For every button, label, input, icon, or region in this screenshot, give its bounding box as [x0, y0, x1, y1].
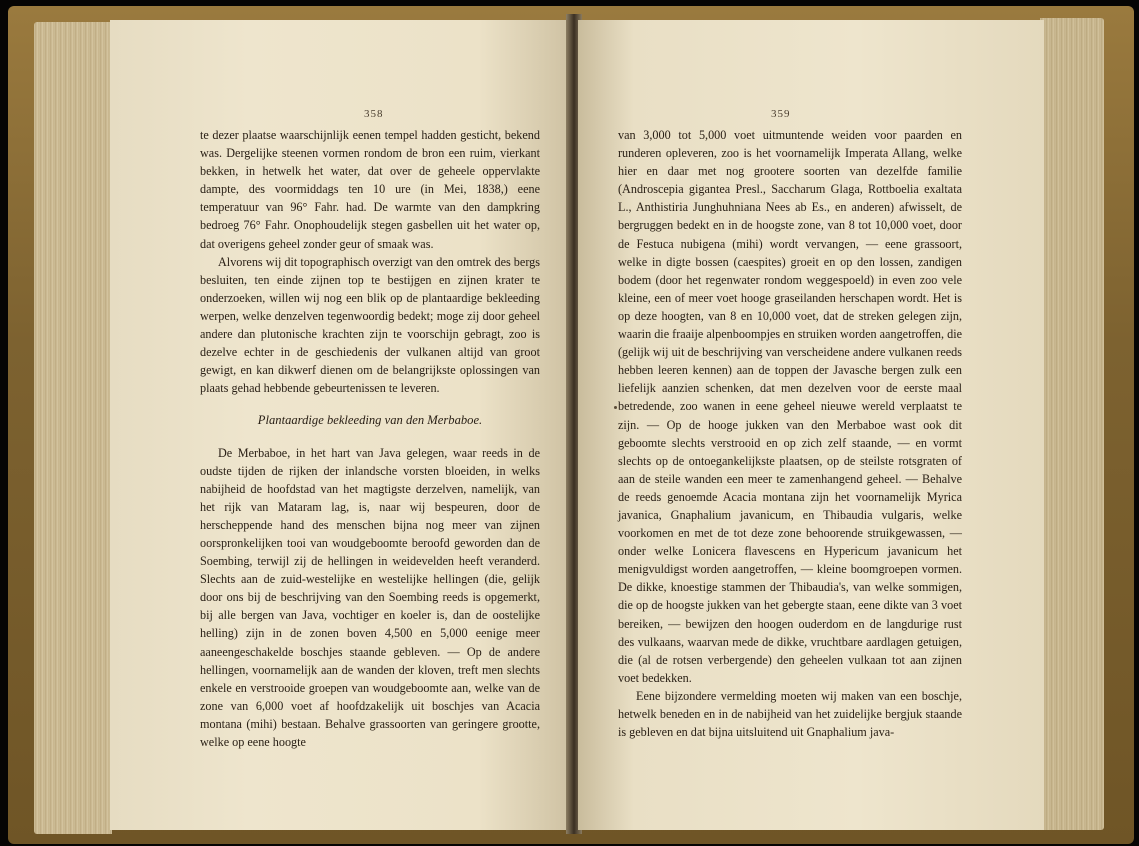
- paragraph: van 3,000 tot 5,000 voet uitmuntende weiden voor paarden en runderen opleveren, zoo is het voornamelijk Imperata Allang, welke hier en daar met nog grootere soorten van dezelfde familie (Androscepia gigantea Presl., Saccharum Glaga, Rottboelia exaltata L., Anthistiria Junghuhniana Nees ab Es., en anderen) afwisselt, de bergruggen bedekt en in de hoogste zone, van 8 tot 10,000 voet, door de Festuca nubigena (mihi) wordt vervangen, — eene grassoort, welke in digte bossen (caespites) groeit en op den lossen, zandigen bodem (door het regenwater rondom weggespoeld) in even zoo vele kleine, een of meer voet hooge graseilanden herschapen wordt. Het is op deze hoogten, van 8 en 10,000 voet, dat de streken gelegen zijn, waarin die fraaije alpenboompjes en struiken worden aangetroffen, die (gelijk wij uit de beschrijving van verscheidene andere vulkanen reeds hebben leeren kennen) aan de toppen der Javasche bergen zulk een liefelijk aanzien schenken, dat men dezelven voor de eerste maal betredende, zoo wanen in eene geheel nieuwe wereld verplaatst te zijn. — Op de hooge jukken van den Merbaboe wast ook dit geboomte slechts verstrooid en op zich zelf staande, — en vormt slechts op de ontoegankelijkste plaatsen, op de steilste rotsgraten of aan de steile wanden een meer te zamenhangend geheel. — Behalve de reeds genoemde Acacia montana zijn het voornamelijk Myrica javanica, Gnaphalium javanicum, en Thibaudia vulgaris, welke voorkomen en met de tot deze zone behoorende struikgewassen, — onder welke Lonicera flavescens en Hypericum javanicum het menigvuldigst worden aangetroffen, — kleine boomgroepen vormen. De dikke, knoestige stammen der Thibaudia's, van welke sommigen, die op de hoogste jukken van het gebergte staan, eene dikte van 3 voet bereiken, — bewijzen den hoogen ouderdom en de langdurige rust des vulkaans, waarvan mede de dikke, vruchtbare aardlagen getuigen, die (al de rotsen verbergende) den geheelen vulkaan tot aan zijnen voet bedekken.: [618, 128, 962, 685]
- paper-speck: [614, 406, 617, 409]
- page-text: [618, 126, 962, 741]
- left-page-edges: [34, 22, 112, 834]
- right-page: [578, 20, 1044, 830]
- section-heading: Plantaardige bekleeding van den Merbaboe.: [257, 413, 483, 428]
- paragraph: De Merbaboe, in het hart van Java gelegen, waar reeds in de oudste tijden de rijken der inlandsche vorsten bloeiden, in welks nabijheid de hoofdstad van het magtigste derzelven, namelijk, van het rijk van Mataram lag, is, naar wij bespeuren, door de herscheppende hand des menschen bijna nog meer van zijnen oorspronkelijken tooi van woudgeboomte beroofd geworden dan de Soembing, terwijl zij de hellingen in weidevelden heeft veranderd. Slechts aan de zuid-westelijke en westelijke hellingen (die, gelijk door ons bij de beschrijving van den Soembing reeds is opgemerkt, bij alle bergen van Java, vochtiger en koeler is, dan de oostelijke helling) zijn in de zonen boven 4,500 en 5,000 eenige meer aaneengeschakelde boschjes staande gebleven. — Op de andere hellingen, voornamelijk aan de wanden der kloven, treft men slechts enkele en verstrooide groepen van woudgeboomte aan, welke van de zone van 6,000 voet af hoofdzakelijk uit boschjes van Acacia montana (mihi) bestaan. Behalve grassoorten van geringere grootte, welke op eene hoogte: [200, 445, 540, 749]
- paragraph: Alvorens wij dit topographisch overzigt van den omtrek des bergs besluiten, ten einde zijnen top te bestijgen en zijnen krater te onderzoeken, willen wij nog een blik op de plantaardige bekleeding werpen, welke denzelven tegenwoordig bedekt; moge zij door geheel andere dan plutonische krachten zijn te voorschijn gebragt, zoo is dezelve echter in de geschiedenis der vulkanen altijd van groot gewigt, en kan dikwerf dienen om de belangrijkste oplossingen van plaats gehad hebbende gebeurtenissen te leveren.: [200, 254, 540, 396]
- page-number: 358: [364, 108, 384, 120]
- left-page: [110, 20, 570, 830]
- paragraph: Eene bijzondere vermelding moeten wij maken van een boschje, hetwelk beneden en in de nabijheid van het zuidelijke bergjuk staande is gebleven en dat bijna uitsluitend uit Gnaphalium java-: [618, 688, 962, 740]
- page-text: [200, 126, 540, 751]
- page-number: 359: [771, 108, 791, 120]
- right-page-edges: [1040, 18, 1104, 830]
- paragraph: te dezer plaatse waarschijnlijk eenen tempel hadden gesticht, bekend was. Dergelijke steenen vormen rondom de bron een ruim, vierkant bekken, in hetwelk het water, dat over de geheele oppervlakte dampte, des voormiddags ten 10 ure (in Mei, 1838,) eene temperatuur van 96° Fahr. had. De warmte van den dampkring bedroeg 76° Fahr. Onophoudelijk stegen gasbellen uit het water op, dat overigens geheel zonder geur of smaak was.: [200, 128, 540, 251]
